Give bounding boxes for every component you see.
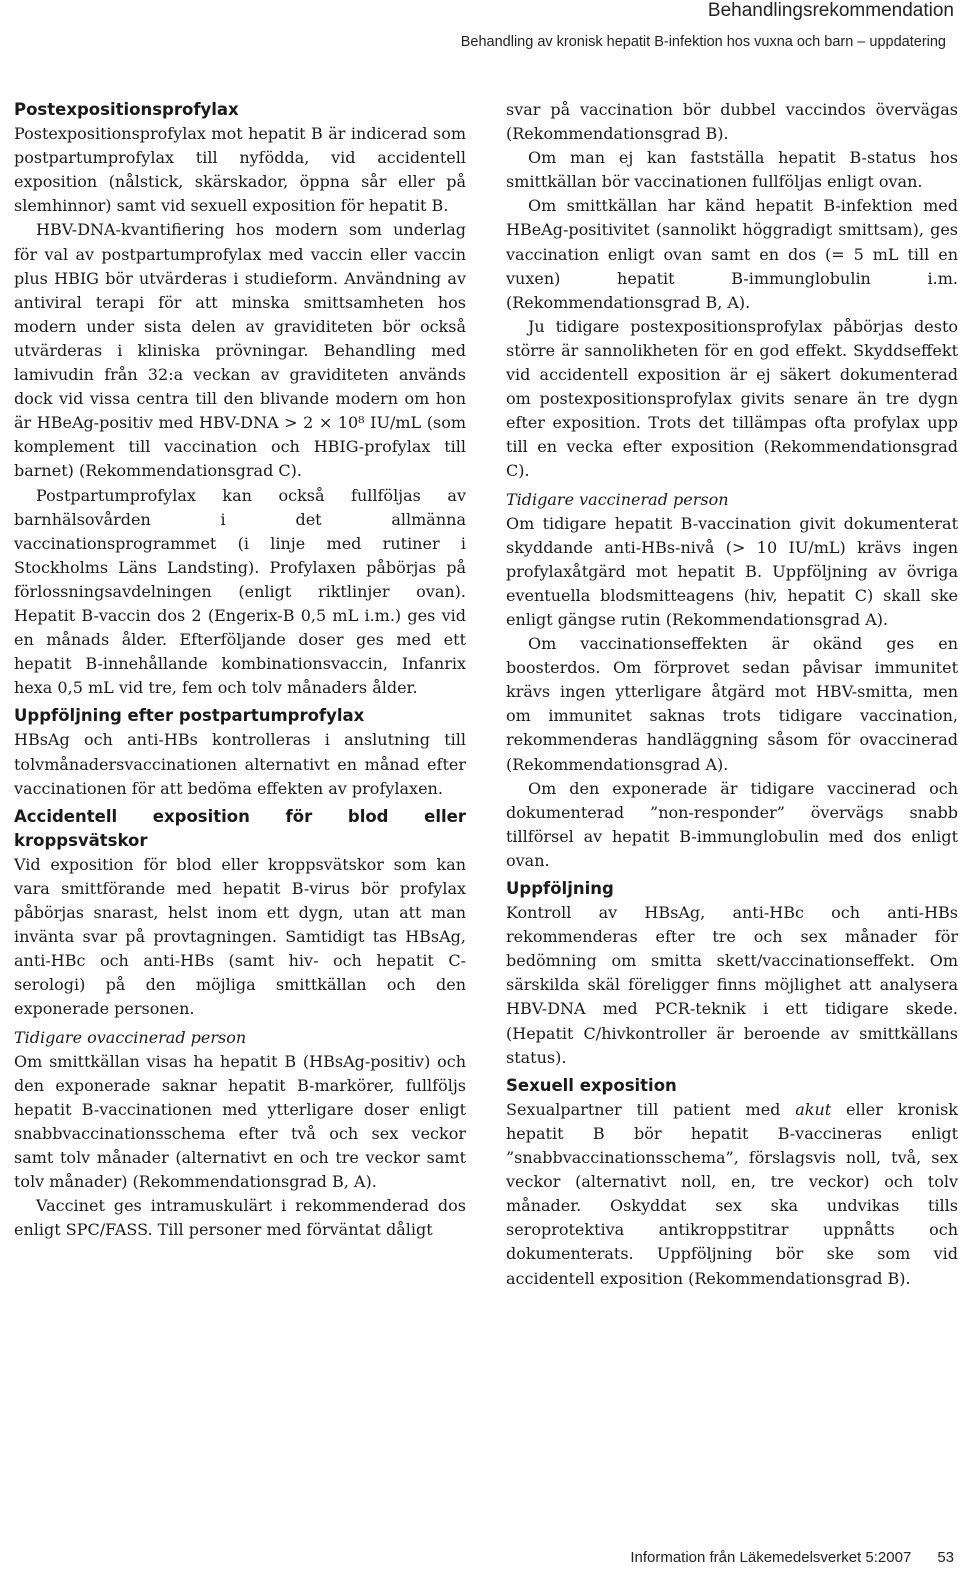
heading-uppfoljning: Uppföljning [506, 879, 614, 898]
paragraph: Postpartumprofylax kan också fullföljas av barnhälsovården i det allmänna vaccinationsprogrammet (i linje med rutiner i Stockholms Läns Landsting). Profylaxen påbörjas på förlossningsavdelningen (enligt riktlinjer ovan). Hepatit B-vaccin dos 2 (Engerix-B 0,5 mL i.m.) ges vid en månads ålder. Efterföljande doser ges med ett hepatit B-innehållande kombinationsvaccin, Infanrix hexa 0,5 mL vid tre, fem och tolv månaders ålder. [14, 485, 466, 698]
paragraph: Om den exponerade är tidigare vaccinerad och dokumenterad ”non-responder” övervägs snabb tillförsel av hepatit B-immunglobulin med dos enligt ovan. [506, 778, 958, 870]
text-run: eller kronisk hepatit B bör hepatit B-vaccineras enligt ”snabbvaccinationsschema”, förslagsvis noll, två, sex veckor (alternativt noll, en, tre veckor) och tolv månader. Oskyddat sex ska undvikas tills seroprotektiva antikroppstitrar uppnåtts och dokumenterats. Uppföljning bör ske som vid accidentell exposition (Rekommendationsgrad B). [506, 1099, 958, 1288]
footer-source: Information från Läkemedelsverket 5:2007 [630, 1549, 912, 1566]
paragraph: Postexpositionsprofylax mot hepatit B är indicerad som postpartumprofylax till nyfödda, vid accidentell exposition (nålstick, skärskador, öppna sår eller på slemhinnor) samt vid sexuell exposition för hepatit B. [14, 124, 466, 216]
page-footer [630, 1549, 954, 1566]
paragraph: Om tidigare hepatit B-vaccination givit dokumenterat skyddande anti-HBs-nivå (> 10 IU/mL) krävs ingen profylaxåtgärd mot hepatit B. Uppföljning av övriga eventuella blodsmitteagens (hiv, hepatit C) skall ske enligt gängse rutin (Rekommendationsgrad A). [506, 513, 958, 629]
heading-accidentell-exposition: Accidentell exposition för blod eller kroppsvätskor [14, 806, 466, 850]
emphasis-akut: akut [795, 1099, 832, 1119]
paragraph: Ju tidigare postexpositionsprofylax påbörjas desto större är sannolikheten för en god effekt. Skyddseffekt vid accidentell exposition är ej säkert dokumenterad om postexpositionsprofylax givits senare än tre dygn efter exposition. Trots det tillämpas ofta profylax upp till en vecka efter exposition (Rekommendationsgrad C). [506, 316, 958, 481]
running-header-title: Behandlingsrekommendation [707, 0, 954, 21]
left-column [14, 98, 466, 1242]
subheading-tidigare-ovaccinerad: Tidigare ovaccinerad person [14, 1027, 247, 1047]
paragraph-sexuell [506, 1098, 958, 1291]
paragraph: HBsAg och anti-HBs kontrolleras i anslutning till tolvmånadersvaccinationen alternativt en månad efter vaccinationen för att bedöma effekten av profylaxen. [14, 730, 466, 798]
text-run: Sexualpartner till patient med [506, 1099, 796, 1119]
paragraph: Kontroll av HBsAg, anti-HBc och anti-HBs rekommenderas efter tre och sex månader för bedömning om smitta skett/vaccinationseffekt. Om särskilda skäl föreligger finns möjlighet att analysera HBV-DNA med PCR-teknik i ett tidigare skede. (Hepatit C/hivkontroller är beroende av smittkällans status). [506, 903, 958, 1067]
right-column [506, 98, 958, 1291]
heading-sexuell-exposition: Sexuell exposition [506, 1075, 677, 1095]
subheading-tidigare-vaccinerad: Tidigare vaccinerad person [506, 489, 729, 509]
running-header-subtitle: Behandling av kronisk hepatit B-infektion hos vuxna och barn – uppdatering [460, 34, 946, 50]
heading-uppfoljning-postpartum: Uppföljning efter postpartumprofylax [14, 706, 365, 726]
paragraph: svar på vaccination bör dubbel vaccindos övervägas (Rekommendationsgrad B). [506, 100, 958, 144]
paragraph: Om smittkällan har känd hepatit B-infektion med HBeAg-positivitet (sannolikt höggradigt smittsam), ges vaccination enligt ovan samt en dos (= 5 mL till en vuxen) hepatit B-immunglobulin i.m. (Rekommendationsgrad B, A). [506, 196, 958, 312]
paragraph: Vid exposition för blod eller kroppsvätskor som kan vara smittförande med hepatit B-virus bör profylax påbörjas snarast, helst inom ett dygn, utan att man invänta svar på provtagningen. Samtidigt tas HBsAg, anti-HBc och anti-HBs (samt hiv- och hepatit C-serologi) på den möjliga smittkällan och den exponerade personen. [14, 854, 466, 1019]
paragraph: HBV-DNA-kvantifiering hos modern som underlag för val av postpartumprofylax med vaccin eller vaccin plus HBIG bör utvärderas i studieform. Användning av antiviral terapi för att minska smittsamheten hos modern under sista delen av graviditeten bör också utvärderas i kliniska prövningar. Behandling med lamivudin från 32:a veckan av graviditeten används dock vid vissa centra till den blivande modern om hon är HBeAg-positiv med HBV-DNA > 2 × 10⁸ IU/mL (som komplement till vaccination och HBIG-profylax till barnet) (Rekommendationsgrad C). [14, 220, 466, 481]
heading-postexpositionsprofylax: Postexpositionsprofylax [14, 100, 239, 119]
page-number: 53 [937, 1549, 954, 1566]
paragraph: Om vaccinationseffekten är okänd ges en boosterdos. Om förprovet sedan påvisar immunitet krävs ingen ytterligare åtgärd mot HBV-smitta, men om immunitet saknas trots tidigare vaccination, rekommenderas handläggning såsom för ovaccinerad (Rekommendationsgrad A). [506, 634, 958, 774]
paragraph: Vaccinet ges intramuskulärt i rekommenderad dos enligt SPC/FASS. Till personer med förväntat dåligt [14, 1196, 466, 1240]
paragraph: Om man ej kan fastställa hepatit B-status hos smittkällan bör vaccinationen fullföljas enligt ovan. [506, 148, 958, 192]
paragraph: Om smittkällan visas ha hepatit B (HBsAg-positiv) och den exponerade saknar hepatit B-markörer, fullföljs hepatit B-vaccinationen med ytterligare doser enligt snabbvaccinationsschema efter två och sex veckor samt tolv månader (alternativt en och tre veckor samt tolv månader) (Rekommendationsgrad B, A). [14, 1051, 466, 1192]
